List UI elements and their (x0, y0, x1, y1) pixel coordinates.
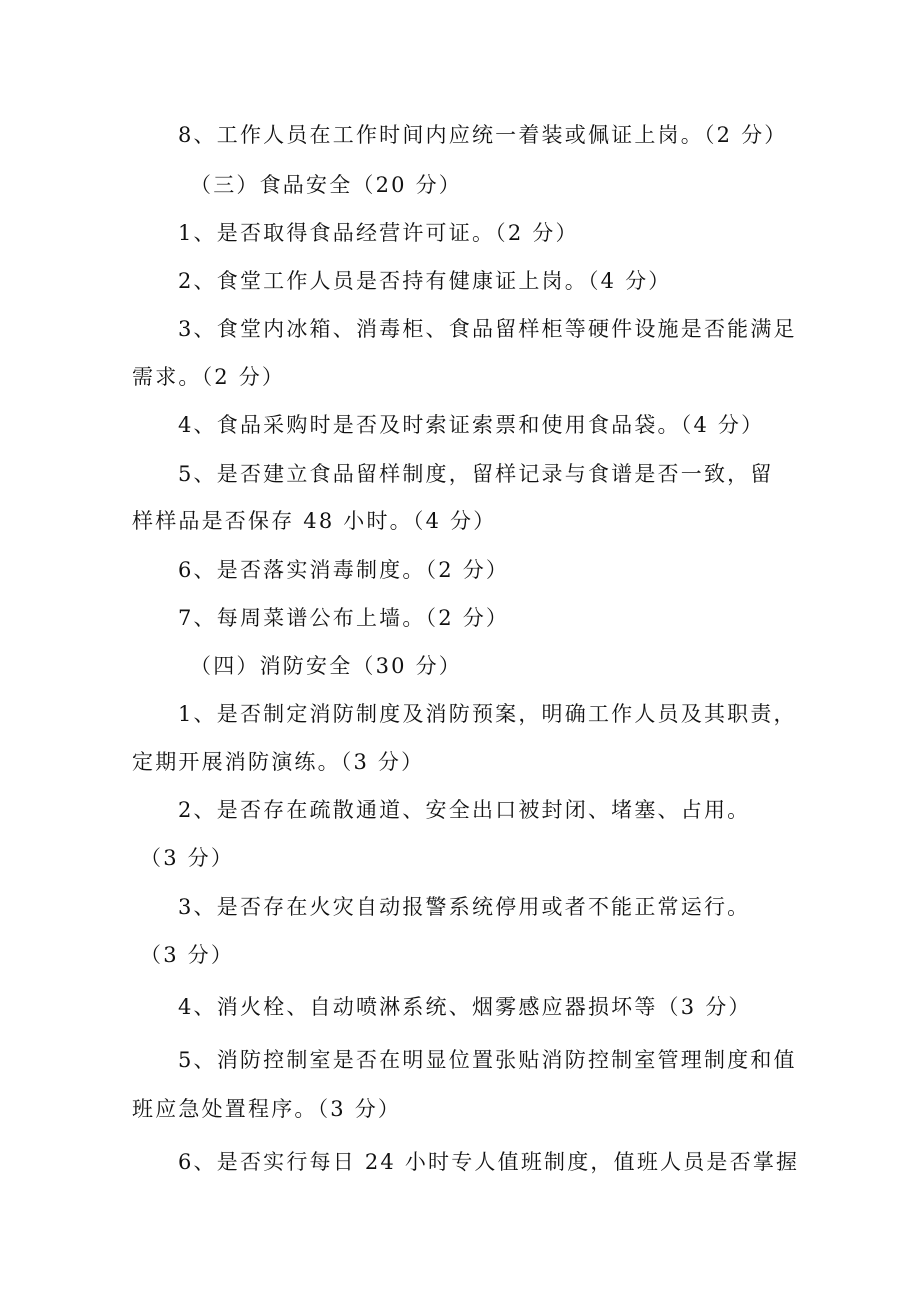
item-fire-5: 5、消防控制室是否在明显位置张贴消防控制室管理制度和值 (178, 1048, 797, 1072)
item-fire-1: 1、是否制定消防制度及消防预案，明确工作人员及其职责， (178, 702, 797, 726)
item-fire-1-cont: 定期开展消防演练。（3 分） (132, 750, 425, 774)
item-food-6: 6、是否落实消毒制度。（2 分） (178, 558, 510, 582)
item-food-1: 1、是否取得食品经营许可证。（2 分） (178, 221, 579, 245)
item-food-5: 5、是否建立食品留样制度，留样记录与食谱是否一致，留 (178, 462, 774, 486)
item-food-5-cont: 样样品是否保存 48 小时。（4 分） (132, 509, 497, 533)
item-food-3-cont: 需求。（2 分） (132, 365, 286, 389)
item-food-2: 2、食堂工作人员是否持有健康证上岗。（4 分） (178, 269, 672, 293)
section-heading-food: （三）食品安全（20 分） (190, 173, 462, 197)
item-fire-4: 4、消火栓、自动喷淋系统、烟雾感应器损坏等（3 分） (178, 995, 752, 1019)
item-fire-2: 2、是否存在疏散通道、安全出口被封闭、堵塞、占用。 (178, 798, 751, 822)
item-fire-5-cont: 班应急处置程序。（3 分） (132, 1097, 402, 1121)
item-fire-6: 6、是否实行每日 24 小时专人值班制度，值班人员是否掌握 (178, 1150, 800, 1174)
item-food-8: 8、工作人员在工作时间内应统一着装或佩证上岗。（2 分） (178, 123, 788, 147)
item-fire-2-cont: （3 分） (140, 846, 235, 870)
item-food-3: 3、食堂内冰箱、消毒柜、食品留样柜等硬件设施是否能满足 (178, 317, 797, 341)
item-fire-3: 3、是否存在火灾自动报警系统停用或者不能正常运行。 (178, 895, 751, 919)
item-food-4: 4、食品采购时是否及时索证索票和使用食品袋。（4 分） (178, 413, 765, 437)
item-fire-3-cont: （3 分） (140, 943, 235, 967)
item-food-7: 7、每周菜谱公布上墙。（2 分） (178, 606, 510, 630)
section-heading-fire: （四）消防安全（30 分） (190, 654, 462, 678)
